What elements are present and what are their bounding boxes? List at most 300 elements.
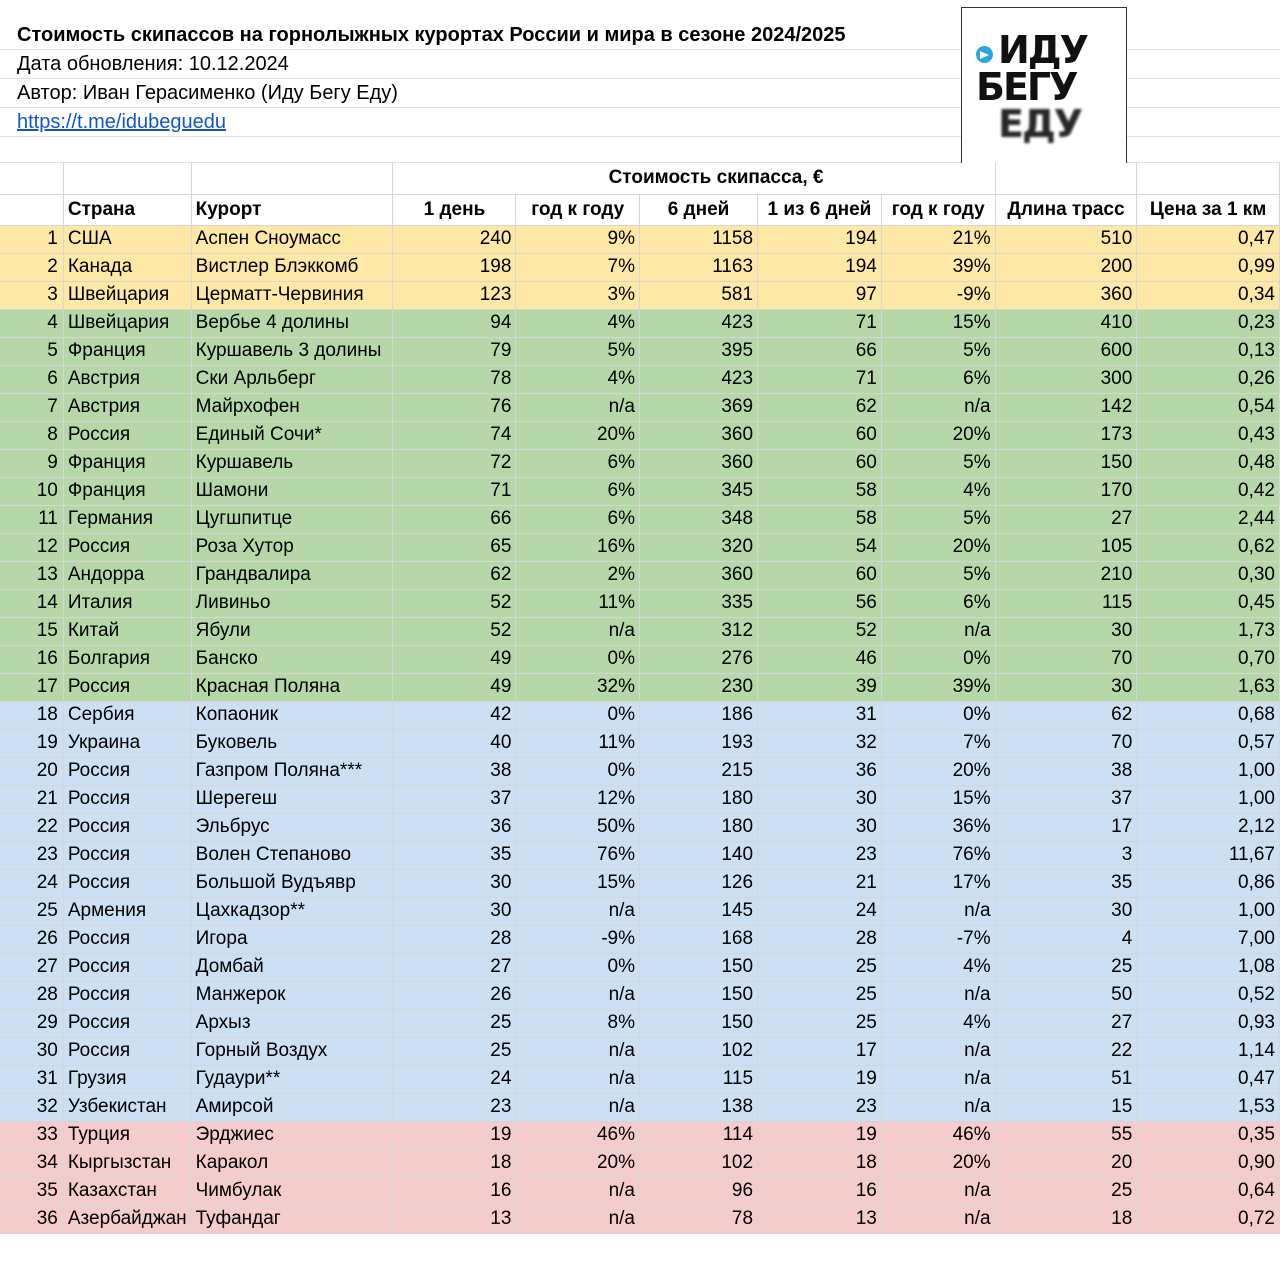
slopes-length-cell[interactable]: 510 xyxy=(995,225,1137,253)
resort-cell[interactable]: Куршавель xyxy=(191,449,393,477)
price-1day-cell[interactable]: 74 xyxy=(393,421,516,449)
yoy-1day-cell[interactable]: n/a xyxy=(516,1205,640,1233)
yoy-1day-cell[interactable]: 11% xyxy=(516,589,640,617)
country-cell[interactable]: Россия xyxy=(63,757,191,785)
yoy-1day-cell[interactable]: 0% xyxy=(516,757,640,785)
slopes-length-cell[interactable]: 30 xyxy=(995,617,1137,645)
country-cell[interactable]: Австрия xyxy=(63,365,191,393)
price-1day-cell[interactable]: 30 xyxy=(393,897,516,925)
row-index[interactable]: 17 xyxy=(0,673,63,701)
yoy-1day-cell[interactable]: 4% xyxy=(516,309,640,337)
price-1of6-cell[interactable]: 97 xyxy=(758,281,882,309)
country-cell[interactable]: Россия xyxy=(63,785,191,813)
yoy-1day-cell[interactable]: 3% xyxy=(516,281,640,309)
row-index[interactable]: 25 xyxy=(0,897,63,925)
resort-cell[interactable]: Буковель xyxy=(191,729,393,757)
resort-cell[interactable]: Майрхофен xyxy=(191,393,393,421)
country-cell[interactable]: Украина xyxy=(63,729,191,757)
resort-cell[interactable]: Красная Поляна xyxy=(191,673,393,701)
yoy-1day-cell[interactable]: n/a xyxy=(516,981,640,1009)
price-1day-cell[interactable]: 13 xyxy=(393,1205,516,1233)
price-6days-cell[interactable]: 320 xyxy=(640,533,758,561)
price-1day-cell[interactable]: 42 xyxy=(393,701,516,729)
slopes-length-cell[interactable]: 200 xyxy=(995,253,1137,281)
slopes-length-cell[interactable]: 62 xyxy=(995,701,1137,729)
price-per-km-cell[interactable]: 0,99 xyxy=(1137,253,1280,281)
price-per-km-cell[interactable]: 0,52 xyxy=(1137,981,1280,1009)
country-cell[interactable]: Германия xyxy=(63,505,191,533)
price-per-km-cell[interactable]: 0,45 xyxy=(1137,589,1280,617)
slopes-length-cell[interactable]: 4 xyxy=(995,925,1137,953)
price-1day-cell[interactable]: 36 xyxy=(393,813,516,841)
row-index[interactable]: 36 xyxy=(0,1205,63,1233)
price-6days-cell[interactable]: 276 xyxy=(640,645,758,673)
price-1day-cell[interactable]: 18 xyxy=(393,1149,516,1177)
row-index[interactable]: 31 xyxy=(0,1065,63,1093)
price-1of6-cell[interactable]: 62 xyxy=(758,393,882,421)
yoy-6days-cell[interactable]: 5% xyxy=(881,449,995,477)
resort-cell[interactable]: Волен Степаново xyxy=(191,841,393,869)
slopes-length-cell[interactable]: 15 xyxy=(995,1093,1137,1121)
price-6days-cell[interactable]: 423 xyxy=(640,365,758,393)
row-index[interactable]: 1 xyxy=(0,225,63,253)
yoy-6days-cell[interactable]: 5% xyxy=(881,561,995,589)
row-index[interactable]: 20 xyxy=(0,757,63,785)
resort-cell[interactable]: Гудаури** xyxy=(191,1065,393,1093)
country-cell[interactable]: Россия xyxy=(63,421,191,449)
yoy-6days-cell[interactable]: 21% xyxy=(881,225,995,253)
country-cell[interactable]: Россия xyxy=(63,925,191,953)
country-cell[interactable]: Россия xyxy=(63,533,191,561)
slopes-length-cell[interactable]: 70 xyxy=(995,729,1137,757)
country-cell[interactable]: Сербия xyxy=(63,701,191,729)
price-1of6-cell[interactable]: 194 xyxy=(758,253,882,281)
yoy-6days-cell[interactable]: 39% xyxy=(881,253,995,281)
yoy-6days-cell[interactable]: n/a xyxy=(881,1037,995,1065)
price-1of6-cell[interactable]: 71 xyxy=(758,309,882,337)
slopes-length-cell[interactable]: 70 xyxy=(995,645,1137,673)
price-6days-cell[interactable]: 1163 xyxy=(640,253,758,281)
yoy-6days-cell[interactable]: 6% xyxy=(881,589,995,617)
price-1day-cell[interactable]: 37 xyxy=(393,785,516,813)
yoy-6days-cell[interactable]: n/a xyxy=(881,393,995,421)
country-cell[interactable]: Азербайджан xyxy=(63,1205,191,1233)
yoy-1day-cell[interactable]: n/a xyxy=(516,393,640,421)
price-6days-cell[interactable]: 423 xyxy=(640,309,758,337)
price-per-km-cell[interactable]: 0,42 xyxy=(1137,477,1280,505)
country-cell[interactable]: Франция xyxy=(63,337,191,365)
yoy-6days-cell[interactable]: 4% xyxy=(881,1009,995,1037)
price-per-km-cell[interactable]: 1,00 xyxy=(1137,897,1280,925)
price-6days-cell[interactable]: 180 xyxy=(640,813,758,841)
resort-cell[interactable]: Чимбулак xyxy=(191,1177,393,1205)
yoy-6days-cell[interactable]: 20% xyxy=(881,533,995,561)
resort-cell[interactable]: Роза Хутор xyxy=(191,533,393,561)
price-1of6-cell[interactable]: 30 xyxy=(758,813,882,841)
yoy-6days-cell[interactable]: n/a xyxy=(881,1065,995,1093)
price-1day-cell[interactable]: 76 xyxy=(393,393,516,421)
resort-cell[interactable]: Вербье 4 долины xyxy=(191,309,393,337)
price-6days-cell[interactable]: 96 xyxy=(640,1177,758,1205)
yoy-1day-cell[interactable]: n/a xyxy=(516,1177,640,1205)
slopes-length-cell[interactable]: 25 xyxy=(995,1177,1137,1205)
country-cell[interactable]: Россия xyxy=(63,841,191,869)
yoy-6days-cell[interactable]: n/a xyxy=(881,1205,995,1233)
price-per-km-cell[interactable]: 0,62 xyxy=(1137,533,1280,561)
yoy-1day-cell[interactable]: 8% xyxy=(516,1009,640,1037)
price-6days-cell[interactable]: 360 xyxy=(640,449,758,477)
row-index[interactable]: 19 xyxy=(0,729,63,757)
price-1of6-cell[interactable]: 194 xyxy=(758,225,882,253)
price-per-km-cell[interactable]: 0,86 xyxy=(1137,869,1280,897)
resort-cell[interactable]: Эльбрус xyxy=(191,813,393,841)
yoy-6days-cell[interactable]: n/a xyxy=(881,617,995,645)
country-cell[interactable]: Италия xyxy=(63,589,191,617)
resort-cell[interactable]: Амирсой xyxy=(191,1093,393,1121)
yoy-6days-cell[interactable]: 15% xyxy=(881,785,995,813)
price-6days-cell[interactable]: 360 xyxy=(640,561,758,589)
row-index[interactable]: 29 xyxy=(0,1009,63,1037)
price-6days-cell[interactable]: 186 xyxy=(640,701,758,729)
price-6days-cell[interactable]: 348 xyxy=(640,505,758,533)
price-per-km-cell[interactable]: 0,90 xyxy=(1137,1149,1280,1177)
country-cell[interactable]: Швейцария xyxy=(63,281,191,309)
price-per-km-cell[interactable]: 0,68 xyxy=(1137,701,1280,729)
price-per-km-cell[interactable]: 1,00 xyxy=(1137,757,1280,785)
yoy-1day-cell[interactable]: n/a xyxy=(516,897,640,925)
resort-cell[interactable]: Копаоник xyxy=(191,701,393,729)
price-1of6-cell[interactable]: 52 xyxy=(758,617,882,645)
slopes-length-cell[interactable]: 360 xyxy=(995,281,1137,309)
yoy-6days-cell[interactable]: 6% xyxy=(881,365,995,393)
country-cell[interactable]: Россия xyxy=(63,1037,191,1065)
price-6days-cell[interactable]: 215 xyxy=(640,757,758,785)
row-index[interactable]: 11 xyxy=(0,505,63,533)
yoy-6days-cell[interactable]: 0% xyxy=(881,701,995,729)
price-1day-cell[interactable]: 38 xyxy=(393,757,516,785)
price-per-km-cell[interactable]: 0,72 xyxy=(1137,1205,1280,1233)
price-1day-cell[interactable]: 35 xyxy=(393,841,516,869)
yoy-6days-cell[interactable]: 46% xyxy=(881,1121,995,1149)
row-index[interactable]: 28 xyxy=(0,981,63,1009)
price-1of6-cell[interactable]: 39 xyxy=(758,673,882,701)
resort-cell[interactable]: Грандвалира xyxy=(191,561,393,589)
country-cell[interactable]: Россия xyxy=(63,673,191,701)
row-index[interactable]: 32 xyxy=(0,1093,63,1121)
price-6days-cell[interactable]: 312 xyxy=(640,617,758,645)
price-1of6-cell[interactable]: 60 xyxy=(758,561,882,589)
row-index[interactable]: 16 xyxy=(0,645,63,673)
price-6days-cell[interactable]: 230 xyxy=(640,673,758,701)
row-index[interactable]: 3 xyxy=(0,281,63,309)
row-index[interactable]: 21 xyxy=(0,785,63,813)
yoy-1day-cell[interactable]: 7% xyxy=(516,253,640,281)
yoy-1day-cell[interactable]: 50% xyxy=(516,813,640,841)
price-1of6-cell[interactable]: 25 xyxy=(758,981,882,1009)
resort-cell[interactable]: Большой Вудъявр xyxy=(191,869,393,897)
price-per-km-cell[interactable]: 0,43 xyxy=(1137,421,1280,449)
price-1of6-cell[interactable]: 18 xyxy=(758,1149,882,1177)
yoy-6days-cell[interactable]: 20% xyxy=(881,1149,995,1177)
price-per-km-cell[interactable]: 7,00 xyxy=(1137,925,1280,953)
slopes-length-cell[interactable]: 170 xyxy=(995,477,1137,505)
row-index[interactable]: 24 xyxy=(0,869,63,897)
country-cell[interactable]: Армения xyxy=(63,897,191,925)
price-6days-cell[interactable]: 193 xyxy=(640,729,758,757)
slopes-length-cell[interactable]: 35 xyxy=(995,869,1137,897)
resort-cell[interactable]: Вистлер Блэккомб xyxy=(191,253,393,281)
row-index[interactable]: 5 xyxy=(0,337,63,365)
row-index[interactable]: 2 xyxy=(0,253,63,281)
slopes-length-cell[interactable]: 51 xyxy=(995,1065,1137,1093)
price-1day-cell[interactable]: 27 xyxy=(393,953,516,981)
price-1day-cell[interactable]: 24 xyxy=(393,1065,516,1093)
price-1day-cell[interactable]: 198 xyxy=(393,253,516,281)
resort-cell[interactable]: Газпром Поляна*** xyxy=(191,757,393,785)
yoy-6days-cell[interactable]: n/a xyxy=(881,897,995,925)
row-index[interactable]: 7 xyxy=(0,393,63,421)
price-1of6-cell[interactable]: 19 xyxy=(758,1121,882,1149)
price-per-km-cell[interactable]: 1,00 xyxy=(1137,785,1280,813)
yoy-6days-cell[interactable]: n/a xyxy=(881,981,995,1009)
resort-cell[interactable]: Ски Арльберг xyxy=(191,365,393,393)
row-index[interactable]: 6 xyxy=(0,365,63,393)
yoy-1day-cell[interactable]: n/a xyxy=(516,1093,640,1121)
resort-cell[interactable]: Куршавель 3 долины xyxy=(191,337,393,365)
yoy-6days-cell[interactable]: 5% xyxy=(881,337,995,365)
yoy-6days-cell[interactable]: n/a xyxy=(881,1177,995,1205)
price-1day-cell[interactable]: 25 xyxy=(393,1037,516,1065)
row-index[interactable]: 33 xyxy=(0,1121,63,1149)
slopes-length-cell[interactable]: 173 xyxy=(995,421,1137,449)
row-index[interactable]: 15 xyxy=(0,617,63,645)
row-index[interactable]: 27 xyxy=(0,953,63,981)
price-per-km-cell[interactable]: 0,93 xyxy=(1137,1009,1280,1037)
price-1day-cell[interactable]: 66 xyxy=(393,505,516,533)
price-1day-cell[interactable]: 16 xyxy=(393,1177,516,1205)
price-per-km-cell[interactable]: 0,26 xyxy=(1137,365,1280,393)
country-cell[interactable]: Китай xyxy=(63,617,191,645)
resort-cell[interactable]: Банско xyxy=(191,645,393,673)
price-per-km-cell[interactable]: 0,70 xyxy=(1137,645,1280,673)
country-cell[interactable]: Узбекистан xyxy=(63,1093,191,1121)
row-index[interactable]: 14 xyxy=(0,589,63,617)
price-6days-cell[interactable]: 114 xyxy=(640,1121,758,1149)
yoy-1day-cell[interactable]: 20% xyxy=(516,421,640,449)
price-6days-cell[interactable]: 115 xyxy=(640,1065,758,1093)
price-1day-cell[interactable]: 52 xyxy=(393,589,516,617)
price-per-km-cell[interactable]: 0,47 xyxy=(1137,1065,1280,1093)
yoy-6days-cell[interactable]: 4% xyxy=(881,477,995,505)
country-cell[interactable]: Россия xyxy=(63,869,191,897)
price-6days-cell[interactable]: 369 xyxy=(640,393,758,421)
resort-cell[interactable]: Шерегеш xyxy=(191,785,393,813)
yoy-6days-cell[interactable]: 7% xyxy=(881,729,995,757)
price-1of6-cell[interactable]: 32 xyxy=(758,729,882,757)
price-1of6-cell[interactable]: 54 xyxy=(758,533,882,561)
slopes-length-cell[interactable]: 22 xyxy=(995,1037,1137,1065)
resort-cell[interactable]: Цахкадзор** xyxy=(191,897,393,925)
price-1of6-cell[interactable]: 60 xyxy=(758,421,882,449)
telegram-link[interactable]: https://t.me/idubeguedu xyxy=(17,111,227,133)
resort-cell[interactable]: Ливиньо xyxy=(191,589,393,617)
price-1day-cell[interactable]: 49 xyxy=(393,645,516,673)
price-6days-cell[interactable]: 150 xyxy=(640,1009,758,1037)
row-index[interactable]: 26 xyxy=(0,925,63,953)
yoy-6days-cell[interactable]: 20% xyxy=(881,421,995,449)
price-6days-cell[interactable]: 138 xyxy=(640,1093,758,1121)
resort-cell[interactable]: Манжерок xyxy=(191,981,393,1009)
slopes-length-cell[interactable]: 38 xyxy=(995,757,1137,785)
yoy-6days-cell[interactable]: 17% xyxy=(881,869,995,897)
price-1of6-cell[interactable]: 23 xyxy=(758,1093,882,1121)
price-per-km-cell[interactable]: 11,67 xyxy=(1137,841,1280,869)
country-cell[interactable]: Казахстан xyxy=(63,1177,191,1205)
price-1of6-cell[interactable]: 36 xyxy=(758,757,882,785)
yoy-6days-cell[interactable]: 76% xyxy=(881,841,995,869)
price-1day-cell[interactable]: 19 xyxy=(393,1121,516,1149)
country-cell[interactable]: Швейцария xyxy=(63,309,191,337)
yoy-1day-cell[interactable]: n/a xyxy=(516,1037,640,1065)
price-1day-cell[interactable]: 240 xyxy=(393,225,516,253)
price-per-km-cell[interactable]: 0,48 xyxy=(1137,449,1280,477)
yoy-1day-cell[interactable]: 5% xyxy=(516,337,640,365)
slopes-length-cell[interactable]: 20 xyxy=(995,1149,1137,1177)
slopes-length-cell[interactable]: 30 xyxy=(995,673,1137,701)
country-cell[interactable]: США xyxy=(63,225,191,253)
price-per-km-cell[interactable]: 0,13 xyxy=(1137,337,1280,365)
price-1of6-cell[interactable]: 46 xyxy=(758,645,882,673)
yoy-1day-cell[interactable]: 4% xyxy=(516,365,640,393)
price-1of6-cell[interactable]: 24 xyxy=(758,897,882,925)
slopes-length-cell[interactable]: 30 xyxy=(995,897,1137,925)
price-1of6-cell[interactable]: 58 xyxy=(758,505,882,533)
country-cell[interactable]: Андорра xyxy=(63,561,191,589)
resort-cell[interactable]: Аспен Сноумасс xyxy=(191,225,393,253)
yoy-6days-cell[interactable]: -7% xyxy=(881,925,995,953)
price-1of6-cell[interactable]: 17 xyxy=(758,1037,882,1065)
row-index[interactable]: 9 xyxy=(0,449,63,477)
yoy-6days-cell[interactable]: -9% xyxy=(881,281,995,309)
price-1day-cell[interactable]: 79 xyxy=(393,337,516,365)
price-1day-cell[interactable]: 26 xyxy=(393,981,516,1009)
resort-cell[interactable]: Архыз xyxy=(191,1009,393,1037)
price-per-km-cell[interactable]: 1,08 xyxy=(1137,953,1280,981)
price-per-km-cell[interactable]: 0,34 xyxy=(1137,281,1280,309)
slopes-length-cell[interactable]: 142 xyxy=(995,393,1137,421)
yoy-1day-cell[interactable]: 16% xyxy=(516,533,640,561)
yoy-6days-cell[interactable]: 15% xyxy=(881,309,995,337)
yoy-1day-cell[interactable]: 46% xyxy=(516,1121,640,1149)
slopes-length-cell[interactable]: 25 xyxy=(995,953,1137,981)
price-1day-cell[interactable]: 71 xyxy=(393,477,516,505)
row-index[interactable]: 23 xyxy=(0,841,63,869)
resort-cell[interactable]: Игора xyxy=(191,925,393,953)
country-cell[interactable]: Россия xyxy=(63,813,191,841)
price-1day-cell[interactable]: 49 xyxy=(393,673,516,701)
row-index[interactable]: 35 xyxy=(0,1177,63,1205)
row-index[interactable]: 8 xyxy=(0,421,63,449)
price-6days-cell[interactable]: 168 xyxy=(640,925,758,953)
price-per-km-cell[interactable]: 1,63 xyxy=(1137,673,1280,701)
resort-cell[interactable]: Ябули xyxy=(191,617,393,645)
price-6days-cell[interactable]: 345 xyxy=(640,477,758,505)
resort-cell[interactable]: Каракол xyxy=(191,1149,393,1177)
yoy-1day-cell[interactable]: 6% xyxy=(516,477,640,505)
country-cell[interactable]: Россия xyxy=(63,1009,191,1037)
slopes-length-cell[interactable]: 300 xyxy=(995,365,1137,393)
slopes-length-cell[interactable]: 27 xyxy=(995,505,1137,533)
price-6days-cell[interactable]: 180 xyxy=(640,785,758,813)
price-1day-cell[interactable]: 40 xyxy=(393,729,516,757)
price-per-km-cell[interactable]: 0,57 xyxy=(1137,729,1280,757)
yoy-1day-cell[interactable]: 2% xyxy=(516,561,640,589)
yoy-1day-cell[interactable]: 32% xyxy=(516,673,640,701)
price-1day-cell[interactable]: 52 xyxy=(393,617,516,645)
price-1of6-cell[interactable]: 71 xyxy=(758,365,882,393)
price-6days-cell[interactable]: 102 xyxy=(640,1149,758,1177)
yoy-1day-cell[interactable]: 6% xyxy=(516,449,640,477)
row-index[interactable]: 12 xyxy=(0,533,63,561)
price-1of6-cell[interactable]: 16 xyxy=(758,1177,882,1205)
slopes-length-cell[interactable]: 115 xyxy=(995,589,1137,617)
price-per-km-cell[interactable]: 0,23 xyxy=(1137,309,1280,337)
price-1day-cell[interactable]: 23 xyxy=(393,1093,516,1121)
yoy-6days-cell[interactable]: n/a xyxy=(881,1093,995,1121)
country-cell[interactable]: Грузия xyxy=(63,1065,191,1093)
country-cell[interactable]: Кыргызстан xyxy=(63,1149,191,1177)
price-1day-cell[interactable]: 65 xyxy=(393,533,516,561)
price-1of6-cell[interactable]: 23 xyxy=(758,841,882,869)
slopes-length-cell[interactable]: 3 xyxy=(995,841,1137,869)
yoy-1day-cell[interactable]: 12% xyxy=(516,785,640,813)
price-1of6-cell[interactable]: 31 xyxy=(758,701,882,729)
resort-cell[interactable]: Туфандаг xyxy=(191,1205,393,1233)
price-1day-cell[interactable]: 62 xyxy=(393,561,516,589)
price-1of6-cell[interactable]: 13 xyxy=(758,1205,882,1233)
row-index[interactable]: 10 xyxy=(0,477,63,505)
price-1of6-cell[interactable]: 28 xyxy=(758,925,882,953)
yoy-1day-cell[interactable]: 76% xyxy=(516,841,640,869)
price-1of6-cell[interactable]: 25 xyxy=(758,953,882,981)
price-1day-cell[interactable]: 28 xyxy=(393,925,516,953)
slopes-length-cell[interactable]: 105 xyxy=(995,533,1137,561)
country-cell[interactable]: Австрия xyxy=(63,393,191,421)
price-6days-cell[interactable]: 140 xyxy=(640,841,758,869)
slopes-length-cell[interactable]: 210 xyxy=(995,561,1137,589)
price-per-km-cell[interactable]: 1,73 xyxy=(1137,617,1280,645)
yoy-1day-cell[interactable]: 0% xyxy=(516,953,640,981)
country-cell[interactable]: Россия xyxy=(63,981,191,1009)
yoy-1day-cell[interactable]: 6% xyxy=(516,505,640,533)
price-6days-cell[interactable]: 360 xyxy=(640,421,758,449)
price-6days-cell[interactable]: 395 xyxy=(640,337,758,365)
price-6days-cell[interactable]: 145 xyxy=(640,897,758,925)
price-per-km-cell[interactable]: 0,54 xyxy=(1137,393,1280,421)
yoy-6days-cell[interactable]: 4% xyxy=(881,953,995,981)
price-per-km-cell[interactable]: 2,44 xyxy=(1137,505,1280,533)
row-index[interactable]: 4 xyxy=(0,309,63,337)
slopes-length-cell[interactable]: 55 xyxy=(995,1121,1137,1149)
price-1of6-cell[interactable]: 56 xyxy=(758,589,882,617)
price-1of6-cell[interactable]: 60 xyxy=(758,449,882,477)
price-1day-cell[interactable]: 78 xyxy=(393,365,516,393)
price-6days-cell[interactable]: 581 xyxy=(640,281,758,309)
country-cell[interactable]: Турция xyxy=(63,1121,191,1149)
price-per-km-cell[interactable]: 1,53 xyxy=(1137,1093,1280,1121)
price-per-km-cell[interactable]: 1,14 xyxy=(1137,1037,1280,1065)
price-per-km-cell[interactable]: 0,47 xyxy=(1137,225,1280,253)
